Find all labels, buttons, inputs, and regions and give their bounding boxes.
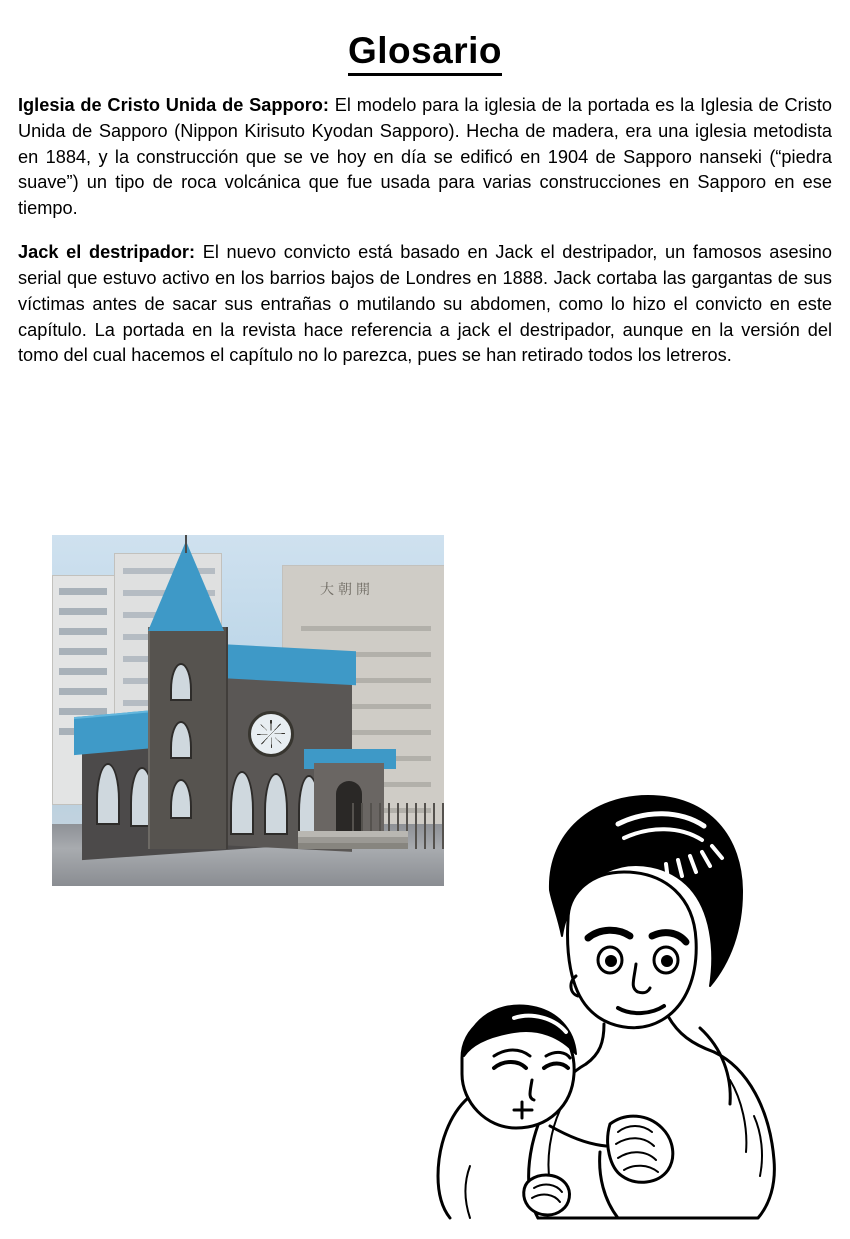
manga-illustration [318,780,818,1226]
face-outline [568,872,697,1028]
glossary-entry-ripper [18,240,832,369]
cloak-fold [754,1116,762,1176]
glossary-entry-church [18,93,832,222]
cloak-fold [730,1080,746,1152]
pupil-right [661,955,673,967]
document-page [0,32,850,1239]
cloak-fold [548,1110,560,1184]
pupil-left [605,955,617,967]
page-title [18,32,832,71]
glossary-text-ripper: El nuevo convicto está basado en Jack el destripador, un famosos asesino serial que estuvo activo en los barrios bajos de Londres en 1888. Jack cortaba las gargantas de sus víctimas antes de sacar sus entrañas o mutilando su abdomen, como lo hizo el convicto en este capítulo. La portada en la revista hace referencia a jack el destripador, aunque en la versión del tomo del cual hacemos el capítulo no lo parezca, pues se han retirado todos los letreros. [18,242,832,366]
glossary-text-church: El modelo para la iglesia de la portada es la Iglesia de Cristo Unida de Sapporo (Nippon Kirisuto Kyodan Sapporo). Hecha de madera, era una iglesia metodista en 1884, y la construcción que se ve hoy en día se edificó en 1904 de Sapporo nanseki (“piedra suave”) un tipo de roca volcánica que fue usada para varias construcciones en Sapporo en ese tiempo. [18,94,832,219]
spire-finial [185,535,187,553]
page-title-text: Glosario [348,30,502,76]
glossary-term-church: Iglesia de Cristo Unida de Sapporo: [18,94,329,115]
glossary-term-ripper: Jack el destripador: [18,242,196,263]
child-shoulder [550,1126,606,1146]
arm-line [700,1028,730,1104]
manga-svg [318,780,818,1226]
rose-window [248,711,294,757]
child-body-left [438,1098,468,1218]
child-fold [466,1166,471,1218]
building-sign-text: 大朝開 [320,582,374,598]
neck-line [586,1024,604,1064]
tower-spire [148,541,224,631]
